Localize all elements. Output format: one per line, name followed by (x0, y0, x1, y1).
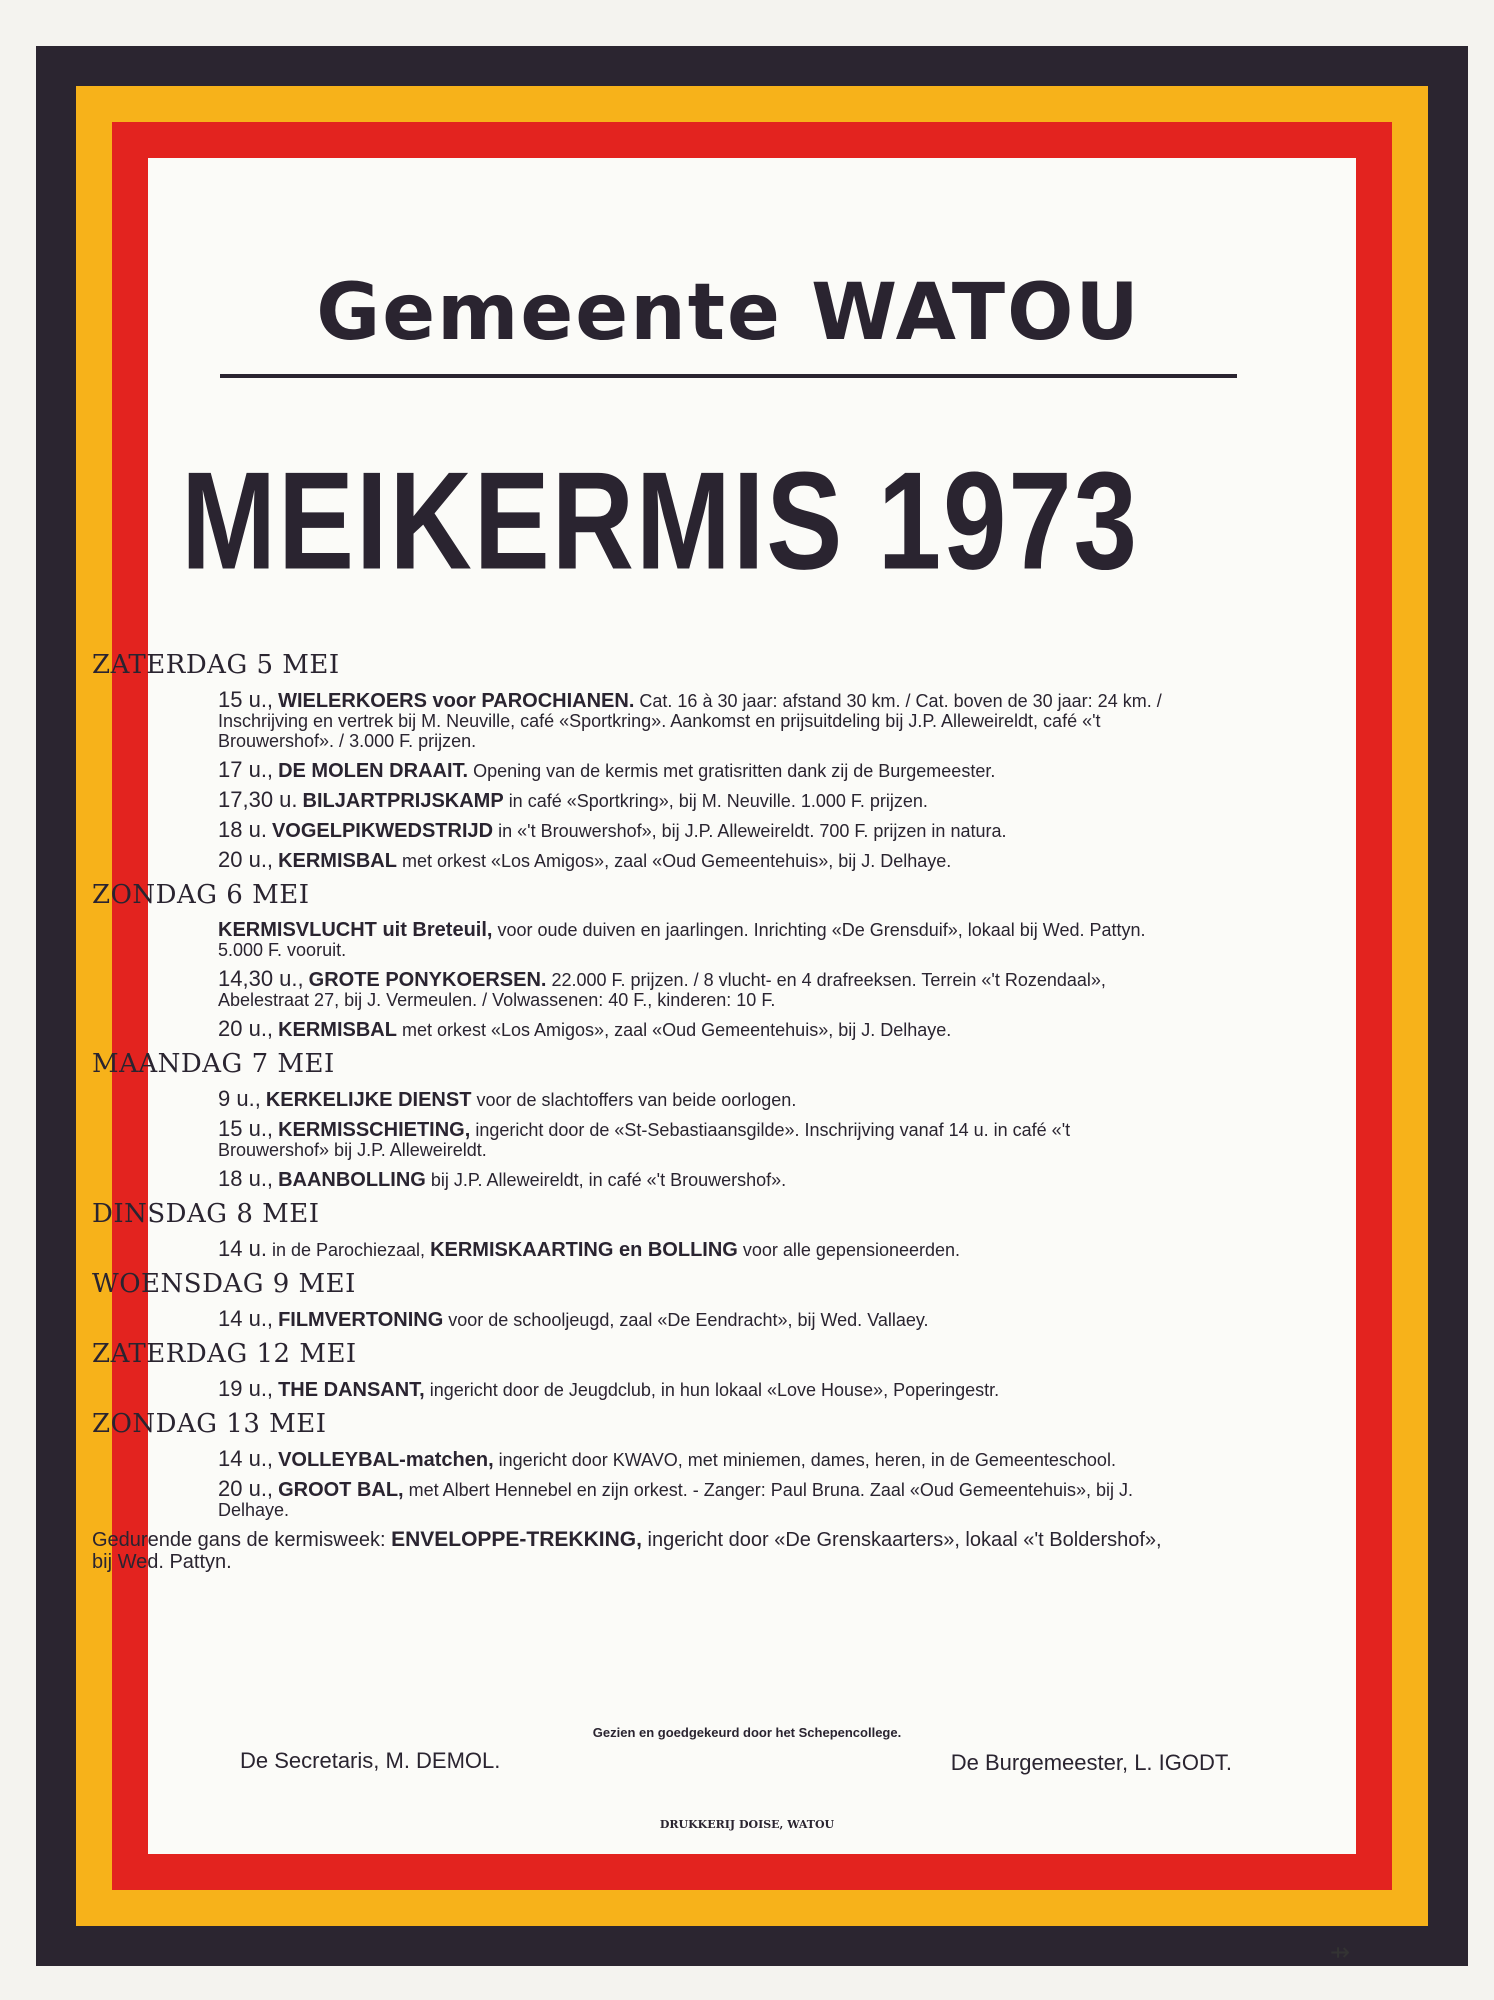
event-item: 20 u., KERMISBAL met orkest «Los Amigos», zaal «Oud Gemeentehuis», bij J. Delhaye. (218, 847, 952, 872)
day-sunday-13 (92, 1409, 1172, 1520)
event-item: 14 u. in de Parochiezaal, KERMISKAARTING en BOLLING voor alle gepensioneerden. (218, 1236, 961, 1261)
event-item: 9 u., KERKELIJKE DIENST voor de slachtoffers van beide oorlogen. (218, 1086, 797, 1111)
event-item: 14 u., FILMVERTONING voor de schooljeugd, zaal «De Eendracht», bij Wed. Vallaey. (218, 1306, 929, 1331)
day-sunday-6 (92, 880, 1172, 1040)
day-heading: ZONDAG 6 MEI (92, 880, 310, 910)
event-item: 18 u. VOGELPIKWEDSTRIJD in «'t Brouwershof», bij J.P. Alleweireldt. 700 F. prijzen in natura. (218, 817, 1007, 842)
poster-title: MEIKERMIS 1973 (181, 444, 1139, 599)
event-item: 14,30 u., GROTE PONYKOERSEN. 22.000 F. prijzen. / 8 vlucht- en 4 drafreeksen. Terrein «'t Rozendaal», Abelestraat 27, bij J. Vermeulen. / Volwassenen: 40 F., kinderen: 10 F. (218, 966, 1106, 1010)
day-monday-7 (92, 1049, 1172, 1190)
mayor-signature: De Burgemeester, L. IGODT. (950, 1750, 1232, 1775)
event-item: 17,30 u. BILJARTPRIJSKAMP in café «Sportkring», bij M. Neuville. 1.000 F. prijzen. (218, 787, 928, 812)
title-underline (220, 374, 1237, 378)
day-tuesday-8 (92, 1199, 1172, 1260)
day-heading: WOENSDAG 9 MEI (92, 1269, 356, 1299)
week-event: Gedurende gans de kermisweek: ENVELOPPE-TREKKING, ingericht door «De Grenskaarters», lokaal «'t Boldershof», bij Wed. Pattyn. (92, 1528, 1162, 1573)
day-heading: ZATERDAG 5 MEI (92, 650, 340, 680)
secretary-signature: De Secretaris, M. DEMOL. (240, 1748, 501, 1773)
day-heading: DINSDAG 8 MEI (92, 1199, 320, 1229)
day-saturday-12 (92, 1339, 1172, 1400)
event-item: 19 u., THE DANSANT, ingericht door de Jeugdclub, in hun lokaal «Love House», Poperingestr. (218, 1376, 1000, 1401)
schedule (92, 650, 1172, 1573)
event-item: 14 u., VOLLEYBAL-matchen, ingericht door KWAVO, met miniemen, dames, heren, in de Gemeenteschool. (218, 1446, 1116, 1471)
event-item: 20 u., KERMISBAL met orkest «Los Amigos», zaal «Oud Gemeentehuis», bij J. Delhaye. (218, 1016, 952, 1041)
day-wednesday-9 (92, 1269, 1172, 1330)
arrow-icon: ⇸ (1330, 1939, 1351, 1966)
event-item: KERMISVLUCHT uit Breteuil, voor oude duiven en jaarlingen. Inrichting «De Grensduif», lokaal bij Wed. Pattyn. 5.000 F. vooruit. (218, 919, 1146, 960)
day-heading: ZATERDAG 12 MEI (92, 1339, 357, 1369)
event-item: 18 u., BAANBOLLING bij J.P. Alleweireldt, in café «'t Brouwershof». (218, 1166, 787, 1191)
day-saturday-5 (92, 650, 1172, 871)
day-heading: ZONDAG 13 MEI (92, 1409, 327, 1439)
printer-credit: DRUKKERIJ DOISE, WATOU (659, 1818, 835, 1831)
municipality-title: Gemeente WATOU (316, 268, 1141, 358)
event-item: 20 u., GROOT BAL, met Albert Hennebel en zijn orkest. - Zanger: Paul Bruna. Zaal «Oud Gemeentehuis», bij J. Delhaye. (218, 1476, 1134, 1520)
event-item: 15 u., WIELERKOERS voor PAROCHIANEN. Cat. 16 à 30 jaar: afstand 30 km. / Cat. boven de 30 jaar: 24 km. / Inschrijving en vertrek bij M. Neuville, café «Sportkring». Aankomst en prijsuitdeling bij J.P. Alleweireldt, café «'t Brouwershof». / 3.000 F. prijzen. (218, 687, 1162, 751)
event-item: 17 u., DE MOLEN DRAAIT. Opening van de kermis met gratisritten dank zij de Burgemeester. (218, 757, 996, 782)
approval-note: Gezien en goedgekeurd door het Schepencollege. (592, 1725, 902, 1740)
event-item: 15 u., KERMISSCHIETING, ingericht door de «St-Sebastiaansgilde». Inschrijving vanaf 14 u. in café «'t Brouwershof» bij J.P. Alleweireldt. (218, 1116, 1071, 1160)
day-heading: MAANDAG 7 MEI (92, 1049, 335, 1079)
